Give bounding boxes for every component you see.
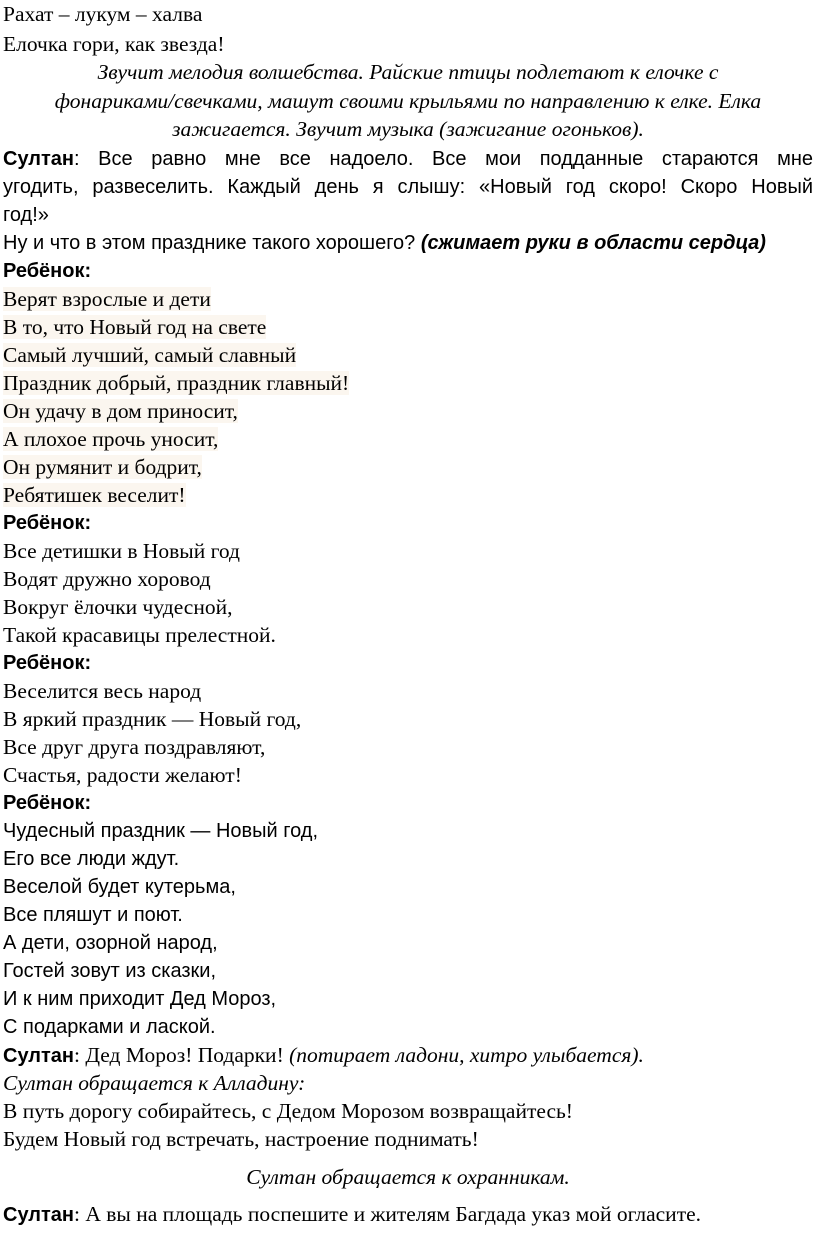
verse-line: Вокруг ёлочки чудесной,	[3, 595, 233, 619]
speaker-label: Ребёнок:	[3, 652, 92, 674]
verse-line: А плохое прочь уносит,	[3, 427, 219, 451]
verse-line: Он удачу в дом приносит,	[3, 399, 238, 423]
dialogue-line: Будем Новый год встречать, настроение поднимать!	[3, 1127, 479, 1151]
speaker-label: Ребёнок:	[3, 792, 92, 814]
stage-direction: Звучит мелодия волшебства. Райские птицы подлетают к елочке с	[97, 60, 719, 84]
verse-line: Гостей зовут из сказки,	[3, 960, 217, 982]
verse-line: Все друг друга поздравляют,	[3, 735, 266, 759]
dialogue-line	[3, 145, 813, 173]
stage-direction: фонариками/свечками, машут своими крыльями по направлению к елке. Елка	[54, 89, 762, 113]
verse-line: Веселится весь народ	[3, 679, 202, 703]
verse-line: А дети, озорной народ,	[3, 932, 218, 954]
dialogue-text: Ну и что в этом празднике такого хорошего?	[3, 232, 421, 254]
verse-line: Все детишки в Новый год	[3, 539, 240, 563]
dialogue-text: : Дед Мороз! Подарки!	[74, 1043, 290, 1067]
verse-line: Веселой будет кутерьма,	[3, 876, 236, 898]
verse-line: Все пляшут и поют.	[3, 904, 183, 926]
verse-line: Самый лучший, самый славный	[3, 343, 297, 367]
dialogue-line	[3, 1041, 644, 1070]
verse-line: И к ним приходит Дед Мороз,	[3, 988, 277, 1010]
dialogue-line: угодить, развеселить. Каждый день я слышу: «Новый год скоро! Скоро Новый	[3, 176, 813, 198]
verse-line: Водят дружно хоровод	[3, 567, 211, 591]
speaker-label: Ребёнок:	[3, 260, 92, 282]
verse-line: Он румянит и бодрит,	[3, 455, 202, 479]
verse-line: С подарками и лаской.	[3, 1016, 216, 1038]
verse-line: В яркий праздник — Новый год,	[3, 707, 302, 731]
stage-direction: Султан обращается к Алладину:	[3, 1071, 306, 1095]
stage-direction: зажигается. Звучит музыка (зажигание огоньков).	[172, 117, 644, 141]
dialogue-text: : А вы на площадь поспешите и жителям Багдада указ мой огласите.	[74, 1202, 702, 1226]
dialogue-line	[3, 1200, 701, 1229]
speaker-name: Султан	[3, 1204, 75, 1226]
verse-line: Чудесный праздник — Новый год,	[3, 820, 318, 842]
speaker-name: Султан	[3, 1045, 75, 1067]
stage-direction-inline: (сжимает руки в области сердца)	[420, 232, 766, 254]
verse-line: Его все люди ждут.	[3, 848, 180, 870]
speaker-label: Ребёнок:	[3, 512, 92, 534]
verse-line: Праздник добрый, праздник главный!	[3, 371, 350, 395]
verse-line: Такой красавицы прелестной.	[3, 623, 276, 647]
verse-line: Верят взрослые и дети	[3, 287, 211, 311]
dialogue-text: : Все равно мне все надоело. Все мои подданные стараются мне	[74, 148, 813, 170]
text-line: Рахат – лукум – халва	[3, 2, 203, 26]
stage-direction: Султан обращается к охранникам.	[246, 1165, 570, 1189]
stage-direction-inline: (потирает ладони, хитро улыбается).	[289, 1043, 644, 1067]
speaker-name: Султан	[3, 148, 75, 170]
dialogue-line	[3, 229, 766, 257]
dialogue-line: год!»	[3, 204, 49, 226]
verse-line: В то, что Новый год на свете	[3, 315, 267, 339]
verse-line: Счастья, радости желают!	[3, 763, 242, 787]
verse-line: Ребятишек веселит!	[3, 483, 186, 507]
dialogue-line: В путь дорогу собирайтесь, с Дедом Морозом возвращайтесь!	[3, 1099, 573, 1123]
text-line: Елочка гори, как звезда!	[3, 32, 225, 56]
